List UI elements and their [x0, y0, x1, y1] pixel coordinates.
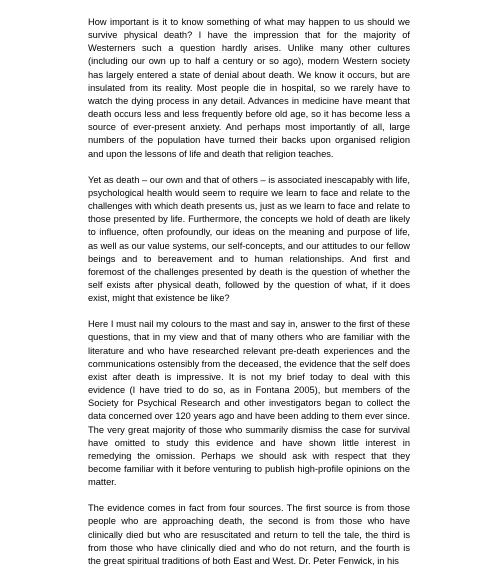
paragraph-3: Here I must nail my colours to the mast and say in, answer to the first of these questions, that in my view and that of many others who are familiar with the literature and who have researched relevant pre-death experiences and the communications ostensibly from the deceased, the evidence that the self does exist after death is impressive. It is not my brief today to deal with this evidence (I have tried to do so, as in Fontana 2005), but members of the Society for Psychical Research and other investigators began to collect the data concerned over 120 years ago and have been adding to them ever since. The very great majority of those who summarily dismiss the case for survival have omitted to study this evidence and have shown little interest in remedying the omission. Perhaps we should ask with respect that they become familiar with it before venturing to publish high-profile opinions on the matter.: [88, 319, 410, 488]
paragraph-4: The evidence comes in fact from four sources. The first source is from those people who are approaching death, the second is from those who have clinically died but who are resuscitated and return to tell the tale, the third is from those who have clinically died and who do not return, and the fourth is the great spiritual traditions of both East and West. Dr. Peter Fenwick, in his: [88, 503, 410, 566]
paragraph-2: Yet as death – our own and that of others – is associated inescapably with life, psychological health would seem to require we learn to face and relate to the challenges with which death presents us, just as we learn to face and relate to those presented by life. Furthermore, the concepts we hold of death are likely to influence, often profoundly, our ideas on the meaning and purpose of life, as well as our value systems, our self-concepts, and our attitudes to our fellow beings and to bereavement and to human relationships. And first and foremost of the challenges presented by death is the question of whether the self exists after physical death, followed by the question of what, if it does exist, might that existence be like?: [88, 174, 410, 304]
paragraph-1: How important is it to know something of what may happen to us should we survive physical death? I have the impression that for the majority of Westerners such a question hardly arises. Unlike many other cultures (including our own up to half a century or so ago), modern Western society has largely entered a state of denial about death. We know it occurs, but are insulated from its reality. Most people die in hospital, so we rarely have to watch the dying process in any detail. Advances in medicine have meant that death occurs less and less frequently before old age, so it has become less a source of ever-present anxiety. And perhaps most importantly of all, large numbers of the population have turned their backs upon organised religion and upon the lessons of life and death that religion teaches.: [88, 17, 410, 159]
body-text: [88, 16, 410, 581]
